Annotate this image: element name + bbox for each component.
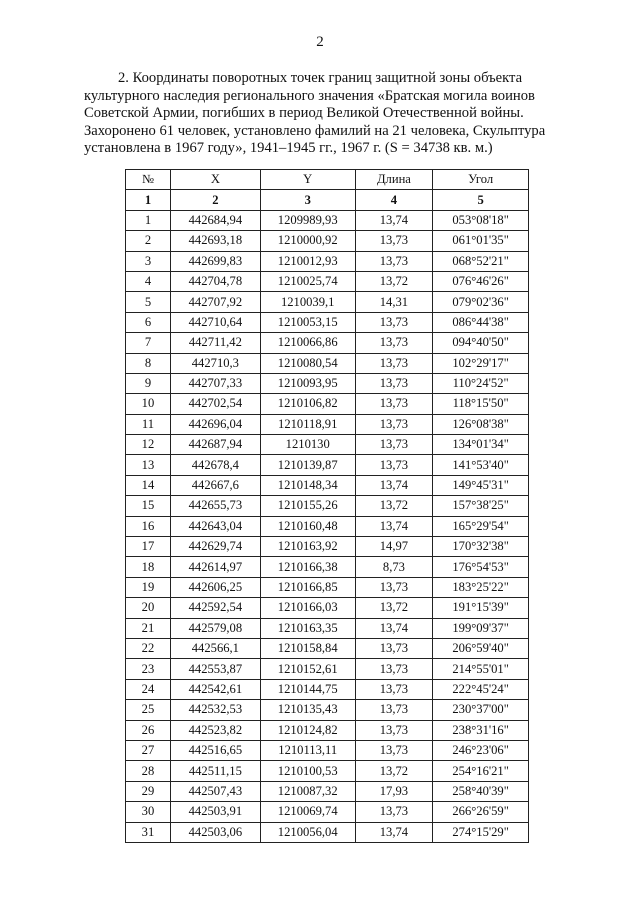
cell-angle: 086°44'38": [433, 312, 529, 332]
cell-angle: 110°24'52": [433, 373, 529, 393]
intro-line: Советской Армии, погибших в период Великой Отечественной войны.: [84, 105, 524, 122]
cell-y: 1210118,91: [260, 414, 355, 434]
cell-length: 13,74: [355, 475, 433, 495]
cell-x: 442503,06: [170, 822, 260, 842]
cell-angle: 079°02'36": [433, 292, 529, 312]
column-number: 5: [433, 190, 529, 210]
cell-angle: 274°15'29": [433, 822, 529, 842]
cell-number: 11: [126, 414, 171, 434]
cell-y: 1210066,86: [260, 333, 355, 353]
intro-line: Захоронено 61 человек, установлено фамилий на 21 человека, Скульптура: [84, 122, 546, 139]
table-header-row: [126, 170, 529, 190]
column-number: 3: [260, 190, 355, 210]
table-row: [126, 720, 529, 740]
cell-length: 13,74: [355, 210, 433, 230]
column-number: 2: [170, 190, 260, 210]
cell-x: 442707,33: [170, 373, 260, 393]
cell-x: 442629,74: [170, 537, 260, 557]
cell-angle: 183°25'22": [433, 577, 529, 597]
column-number: 1: [126, 190, 171, 210]
cell-number: 24: [126, 679, 171, 699]
cell-angle: 266°26'59": [433, 802, 529, 822]
intro-line: установлена в 1967 году», 1941–1945 гг., 1967 г. (S = 34738 кв. м.): [84, 140, 493, 157]
cell-angle: 118°15'50": [433, 394, 529, 414]
cell-x: 442704,78: [170, 271, 260, 291]
header-x: X: [170, 170, 260, 190]
cell-angle: 134°01'34": [433, 435, 529, 455]
cell-number: 9: [126, 373, 171, 393]
cell-number: 10: [126, 394, 171, 414]
cell-length: 13,74: [355, 822, 433, 842]
cell-angle: 230°37'00": [433, 700, 529, 720]
cell-y: 1210155,26: [260, 496, 355, 516]
cell-angle: 061°01'35": [433, 231, 529, 251]
cell-length: 13,72: [355, 496, 433, 516]
table-row: [126, 638, 529, 658]
table-row: [126, 231, 529, 251]
cell-x: 442678,4: [170, 455, 260, 475]
cell-x: 442699,83: [170, 251, 260, 271]
cell-number: 1: [126, 210, 171, 230]
cell-length: 13,73: [355, 333, 433, 353]
cell-length: 13,73: [355, 679, 433, 699]
cell-y: 1210025,74: [260, 271, 355, 291]
table-column-number-row: [126, 190, 529, 210]
cell-angle: 094°40'50": [433, 333, 529, 353]
cell-number: 4: [126, 271, 171, 291]
table-row: [126, 557, 529, 577]
cell-length: 17,93: [355, 781, 433, 801]
cell-length: 13,73: [355, 740, 433, 760]
cell-number: 28: [126, 761, 171, 781]
cell-length: 13,73: [355, 394, 433, 414]
cell-y: 1210166,03: [260, 598, 355, 618]
cell-number: 25: [126, 700, 171, 720]
table-row: [126, 353, 529, 373]
cell-length: 13,72: [355, 761, 433, 781]
cell-number: 21: [126, 618, 171, 638]
cell-y: 1210130: [260, 435, 355, 455]
header-angle: Угол: [433, 170, 529, 190]
table-row: [126, 516, 529, 536]
cell-y: 1210087,32: [260, 781, 355, 801]
table-row: [126, 577, 529, 597]
cell-angle: 246°23'06": [433, 740, 529, 760]
table-row: [126, 822, 529, 842]
table-row: [126, 802, 529, 822]
cell-y: 1210148,34: [260, 475, 355, 495]
page-number: 2: [316, 34, 324, 50]
cell-x: 442566,1: [170, 638, 260, 658]
cell-x: 442553,87: [170, 659, 260, 679]
cell-y: 1210012,93: [260, 251, 355, 271]
cell-length: 13,73: [355, 435, 433, 455]
intro-line: культурного наследия регионального значения «Братская могила воинов: [84, 87, 535, 104]
cell-angle: 258°40'39": [433, 781, 529, 801]
table-row: [126, 292, 529, 312]
cell-y: 1210135,43: [260, 700, 355, 720]
table-row: [126, 537, 529, 557]
table-row: [126, 455, 529, 475]
cell-x: 442684,94: [170, 210, 260, 230]
cell-angle: 149°45'31": [433, 475, 529, 495]
cell-y: 1210158,84: [260, 638, 355, 658]
cell-number: 22: [126, 638, 171, 658]
cell-length: 14,31: [355, 292, 433, 312]
cell-y: 1210113,11: [260, 740, 355, 760]
cell-number: 23: [126, 659, 171, 679]
cell-number: 30: [126, 802, 171, 822]
cell-x: 442711,42: [170, 333, 260, 353]
cell-y: 1210080,54: [260, 353, 355, 373]
table-body: [126, 210, 529, 842]
table-row: [126, 414, 529, 434]
cell-x: 442614,97: [170, 557, 260, 577]
cell-x: 442667,6: [170, 475, 260, 495]
cell-number: 8: [126, 353, 171, 373]
cell-number: 31: [126, 822, 171, 842]
cell-y: 1210069,74: [260, 802, 355, 822]
header-length: Длина: [355, 170, 433, 190]
cell-x: 442710,3: [170, 353, 260, 373]
table-row: [126, 740, 529, 760]
cell-x: 442523,82: [170, 720, 260, 740]
cell-angle: 199°09'37": [433, 618, 529, 638]
cell-angle: 068°52'21": [433, 251, 529, 271]
cell-number: 27: [126, 740, 171, 760]
cell-y: 1210163,92: [260, 537, 355, 557]
header-y: Y: [260, 170, 355, 190]
cell-x: 442592,54: [170, 598, 260, 618]
table-row: [126, 333, 529, 353]
table-row: [126, 618, 529, 638]
cell-length: 14,97: [355, 537, 433, 557]
cell-length: 8,73: [355, 557, 433, 577]
table-row: [126, 271, 529, 291]
cell-x: 442655,73: [170, 496, 260, 516]
cell-length: 13,73: [355, 231, 433, 251]
cell-y: 1210056,04: [260, 822, 355, 842]
cell-y: 1210166,38: [260, 557, 355, 577]
cell-length: 13,73: [355, 577, 433, 597]
table-row: [126, 781, 529, 801]
cell-number: 2: [126, 231, 171, 251]
cell-length: 13,73: [355, 638, 433, 658]
cell-x: 442507,43: [170, 781, 260, 801]
cell-number: 3: [126, 251, 171, 271]
cell-number: 26: [126, 720, 171, 740]
cell-x: 442503,91: [170, 802, 260, 822]
table-row: [126, 496, 529, 516]
intro-paragraph: [84, 70, 570, 158]
cell-x: 442702,54: [170, 394, 260, 414]
cell-number: 5: [126, 292, 171, 312]
cell-length: 13,73: [355, 700, 433, 720]
table-row: [126, 394, 529, 414]
cell-number: 20: [126, 598, 171, 618]
cell-length: 13,73: [355, 802, 433, 822]
column-number: 4: [355, 190, 433, 210]
cell-angle: 053°08'18": [433, 210, 529, 230]
cell-length: 13,73: [355, 414, 433, 434]
cell-number: 12: [126, 435, 171, 455]
cell-y: 1210039,1: [260, 292, 355, 312]
table-row: [126, 700, 529, 720]
cell-x: 442606,25: [170, 577, 260, 597]
cell-number: 29: [126, 781, 171, 801]
table-row: [126, 435, 529, 455]
table-row: [126, 475, 529, 495]
cell-x: 442532,53: [170, 700, 260, 720]
cell-angle: 191°15'39": [433, 598, 529, 618]
cell-x: 442710,64: [170, 312, 260, 332]
cell-x: 442687,94: [170, 435, 260, 455]
cell-y: 1209989,93: [260, 210, 355, 230]
cell-angle: 102°29'17": [433, 353, 529, 373]
cell-y: 1210106,82: [260, 394, 355, 414]
cell-angle: 238°31'16": [433, 720, 529, 740]
table-row: [126, 761, 529, 781]
cell-number: 19: [126, 577, 171, 597]
cell-length: 13,74: [355, 618, 433, 638]
cell-length: 13,73: [355, 720, 433, 740]
cell-number: 7: [126, 333, 171, 353]
cell-x: 442707,92: [170, 292, 260, 312]
cell-number: 13: [126, 455, 171, 475]
table-row: [126, 598, 529, 618]
intro-line: 2. Координаты поворотных точек границ защитной зоны объекта: [118, 70, 523, 86]
cell-angle: 126°08'38": [433, 414, 529, 434]
cell-number: 14: [126, 475, 171, 495]
cell-length: 13,73: [355, 455, 433, 475]
coordinates-table: [125, 169, 529, 843]
table-row: [126, 373, 529, 393]
table-row: [126, 312, 529, 332]
table-row: [126, 210, 529, 230]
cell-length: 13,73: [355, 373, 433, 393]
cell-angle: 206°59'40": [433, 638, 529, 658]
table-row: [126, 251, 529, 271]
cell-length: 13,73: [355, 312, 433, 332]
cell-number: 18: [126, 557, 171, 577]
cell-angle: 254°16'21": [433, 761, 529, 781]
cell-length: 13,73: [355, 251, 433, 271]
cell-angle: 176°54'53": [433, 557, 529, 577]
header-number: №: [126, 170, 171, 190]
cell-y: 1210144,75: [260, 679, 355, 699]
cell-y: 1210124,82: [260, 720, 355, 740]
cell-y: 1210166,85: [260, 577, 355, 597]
cell-x: 442643,04: [170, 516, 260, 536]
cell-length: 13,74: [355, 516, 433, 536]
cell-angle: 170°32'38": [433, 537, 529, 557]
cell-y: 1210000,92: [260, 231, 355, 251]
cell-x: 442696,04: [170, 414, 260, 434]
cell-angle: 076°46'26": [433, 271, 529, 291]
cell-length: 13,73: [355, 659, 433, 679]
cell-x: 442516,65: [170, 740, 260, 760]
cell-x: 442579,08: [170, 618, 260, 638]
cell-x: 442542,61: [170, 679, 260, 699]
cell-angle: 141°53'40": [433, 455, 529, 475]
cell-angle: 222°45'24": [433, 679, 529, 699]
cell-number: 16: [126, 516, 171, 536]
cell-y: 1210100,53: [260, 761, 355, 781]
cell-number: 15: [126, 496, 171, 516]
table-row: [126, 679, 529, 699]
cell-length: 13,73: [355, 353, 433, 373]
cell-length: 13,72: [355, 598, 433, 618]
cell-y: 1210053,15: [260, 312, 355, 332]
cell-x: 442511,15: [170, 761, 260, 781]
table-row: [126, 659, 529, 679]
cell-y: 1210152,61: [260, 659, 355, 679]
cell-y: 1210160,48: [260, 516, 355, 536]
cell-number: 6: [126, 312, 171, 332]
cell-y: 1210139,87: [260, 455, 355, 475]
cell-number: 17: [126, 537, 171, 557]
cell-y: 1210163,35: [260, 618, 355, 638]
cell-length: 13,72: [355, 271, 433, 291]
cell-angle: 165°29'54": [433, 516, 529, 536]
cell-x: 442693,18: [170, 231, 260, 251]
cell-angle: 157°38'25": [433, 496, 529, 516]
cell-angle: 214°55'01": [433, 659, 529, 679]
cell-y: 1210093,95: [260, 373, 355, 393]
